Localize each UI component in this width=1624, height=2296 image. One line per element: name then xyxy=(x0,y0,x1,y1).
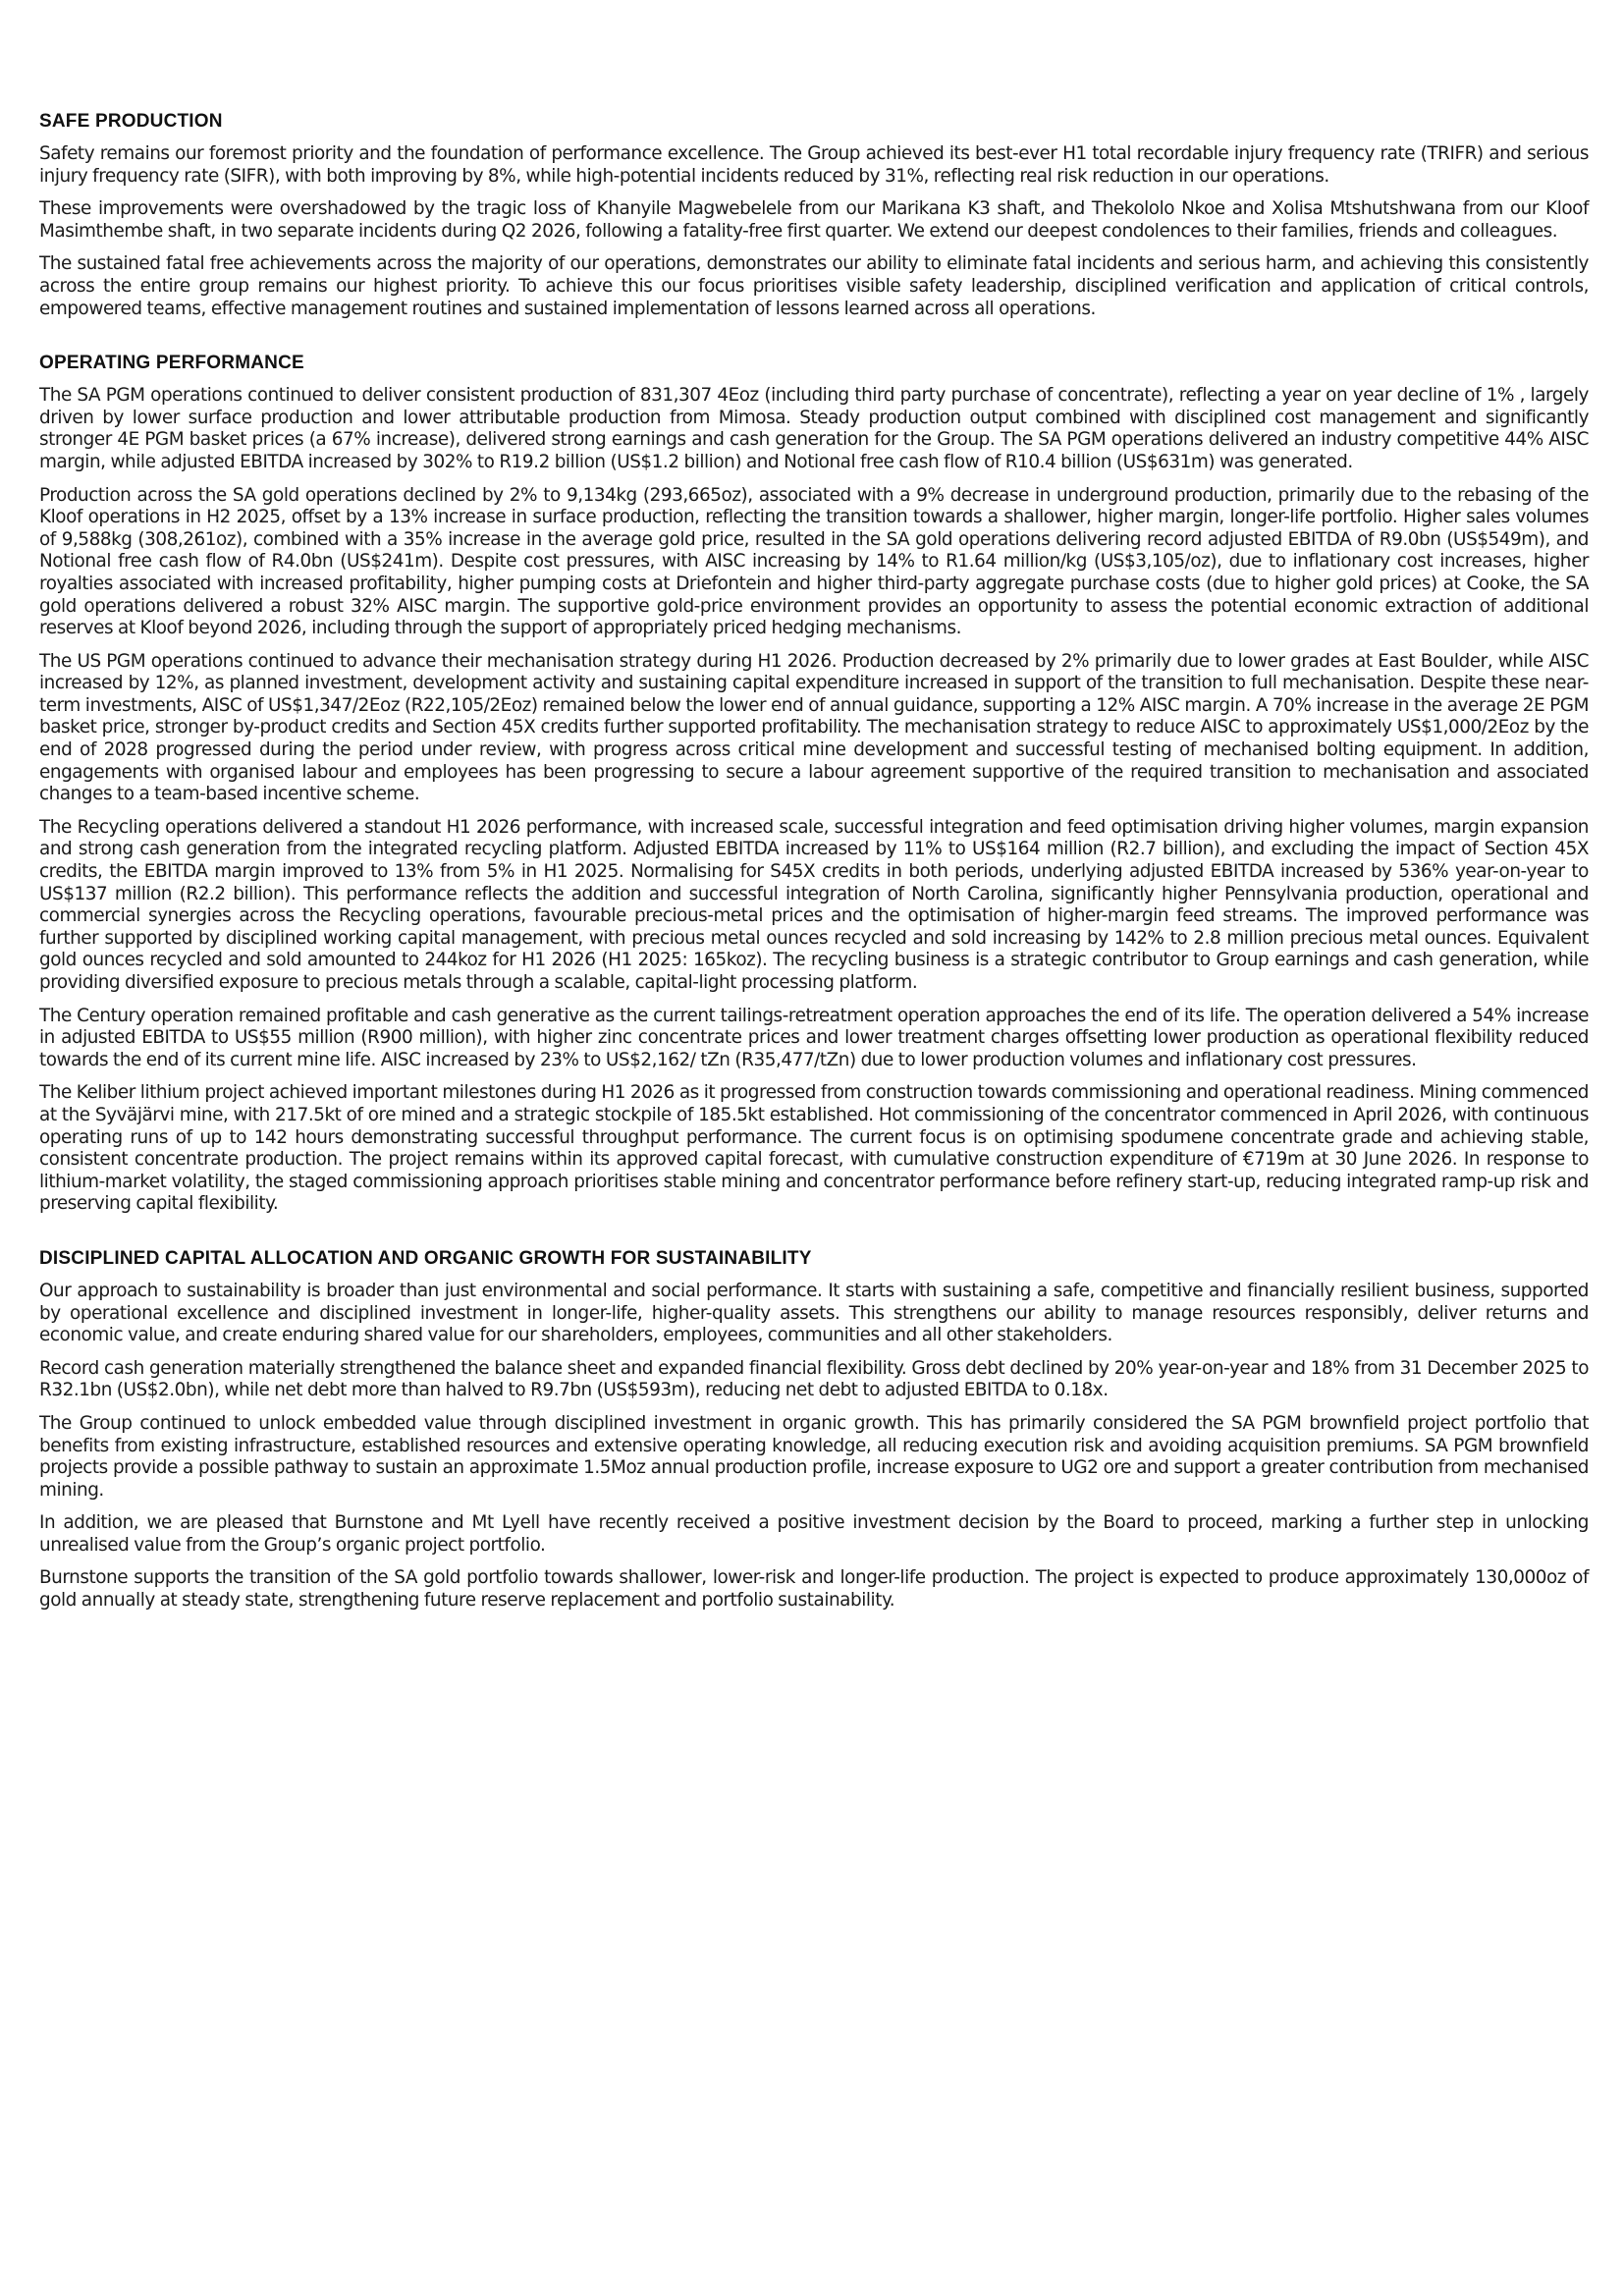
paragraph: The Group continued to unlock embedded value through disciplined investment in organic growth. This has primarily considered the SA PGM brownfield project portfolio that benefits from existing infrastructure, established resources and extensive operating knowledge, all reducing execution risk and avoiding acquisition premiums. SA PGM brownfield projects provide a possible pathway to sustain an approximate 1.5Moz annual production profile, increase exposure to UG2 ore and support a greater contribution from mechanised mining. xyxy=(39,1412,1589,1501)
paragraph: In addition, we are pleased that Burnstone and Mt Lyell have recently received a positive investment decision by the Board to proceed, marking a further step in unlocking unrealised value from the Group’s organic project portfolio. xyxy=(39,1512,1589,1556)
section-capital-allocation xyxy=(39,1247,1589,1613)
paragraph: The US PGM operations continued to advance their mechanisation strategy during H1 2026. Production decreased by 2% primarily due to lower grades at East Boulder, while AISC increased by 12%, as planned investment, development activity and sustaining capital expenditure increased in support of the transition to full mechanisation. Despite these near-term investments, AISC of US$1,347/2Eoz (R22,105/2Eoz) remained below the lower end of annual guidance, supporting a 12% AISC margin. A 70% increase in the average 2E PGM basket price, stronger by-product credits and Section 45X credits further supported profitability. The mechanisation strategy to reduce AISC to approximately US$1,000/2Eoz by the end of 2028 progressed during the period under review, with progress across critical mine development and successful testing of mechanised bolting equipment. In addition, engagements with organised labour and employees has been progressing to secure a labour agreement supportive of the required transition to mechanisation and associated changes to a team-based incentive scheme. xyxy=(39,650,1589,805)
paragraph: The SA PGM operations continued to deliver consistent production of 831,307 4Eoz (including third party purchase of concentrate), reflecting a year on year decline of 1% , largely driven by lower surface production and lower attributable production from Mimosa. Steady production output combined with disciplined cost management and significantly stronger 4E PGM basket prices (a 67% increase), delivered strong earnings and cash generation for the Group. The SA PGM operations delivered an industry competitive 44% AISC margin, while adjusted EBITDA increased by 302% to R19.2 billion (US$1.2 billion) and Notional free cash flow of R10.4 billion (US$631m) was generated. xyxy=(39,385,1589,472)
paragraph: These improvements were overshadowed by the tragic loss of Khanyile Magwebelele from our Marikana K3 shaft, and Thekololo Nkoe and Xolisa Mtshutshwana from our Kloof Masimthembe shaft, in two separate incidents during Q2 2026, following a fatality-free first quarter. We extend our deepest condolences to their families, friends and colleagues. xyxy=(39,198,1589,242)
section-heading: OPERATING PERFORMANCE xyxy=(39,353,304,374)
section-heading: DISCIPLINED CAPITAL ALLOCATION AND ORGANIC GROWTH FOR SUSTAINABILITY xyxy=(39,1247,812,1269)
paragraph: The sustained fatal free achievements across the majority of our operations, demonstrates our ability to eliminate fatal incidents and serious harm, and achieving this consistently across the entire group remains our highest priority. To achieve this our focus prioritises visible safety leadership, disciplined verification and application of critical controls, empowered teams, effective management routines and sustained implementation of lessons learned across all operations. xyxy=(39,253,1589,319)
section-safe-production xyxy=(39,110,1589,320)
paragraph: Burnstone supports the transition of the SA gold portfolio towards shallower, lower-risk and longer-life production. The project is expected to produce approximately 130,000oz of gold annually at steady state, strengthening future reserve replacement and portfolio sustainability. xyxy=(39,1567,1589,1612)
paragraph: The Keliber lithium project achieved important milestones during H1 2026 as it progressed from construction towards commissioning and operational readiness. Mining commenced at the Syväjärvi mine, with 217.5kt of ore mined and a strategic stockpile of 185.5kt established. Hot commissioning of the concentrator commenced in April 2026, with continuous operating runs of up to 142 hours demonstrating successful throughput performance. The current focus is on optimising spodumene concentrate grade and achieving stable, consistent concentrate production. The project remains within its approved capital forecast, with cumulative construction expenditure of €719m at 30 June 2026. In response to lithium-market volatility, the staged commissioning approach prioritises stable mining and concentrator performance before refinery start-up, reducing integrated ramp-up risk and preserving capital flexibility. xyxy=(39,1082,1589,1215)
section-heading: SAFE PRODUCTION xyxy=(39,111,223,132)
paragraph: The Recycling operations delivered a standout H1 2026 performance, with increased scale, successful integration and feed optimisation driving higher volumes, margin expansion and strong cash generation from the integrated recycling platform. Adjusted EBITDA increased by 11% to US$164 million (R2.7 billion), and excluding the impact of Section 45X credits, the EBITDA margin improved to 13% from 5% in H1 2025. Normalising for S45X credits in both periods, underlying adjusted EBITDA increased by 536% year-on-year to US$137 million (R2.2 billion). This performance reflects the addition and successful integration of North Carolina, significantly higher Pennsylvania production, operational and commercial synergies across the Recycling operations, favourable precious-metal prices and the optimisation of higher-margin feed streams. The improved performance was further supported by disciplined working capital management, with precious metal ounces recycled and sold increasing by 142% to 2.8 million precious metal ounces. Equivalent gold ounces recycled and sold amounted to 244koz for H1 2026 (H1 2025: 165koz). The recycling business is a strategic contributor to Group earnings and cash generation, while providing diversified exposure to precious metals through a scalable, capital-light processing platform. xyxy=(39,816,1589,993)
paragraph: Safety remains our foremost priority and the foundation of performance excellence. The Group achieved its best-ever H1 total recordable injury frequency rate (TRIFR) and serious injury frequency rate (SIFR), with both improving by 8%, while high-potential incidents reduced by 31%, reflecting real risk reduction in our operations. xyxy=(39,143,1589,187)
document-page xyxy=(39,110,1589,1623)
paragraph: The Century operation remained profitable and cash generative as the current tailings-retreatment operation approaches the end of its life. The operation delivered a 54% increase in adjusted EBITDA to US$55 million (R900 million), with higher zinc concentrate prices and lower treatment charges offsetting lower production as operational flexibility reduced towards the end of its current mine life. AISC increased by 23% to US$2,162/ tZn (R35,477/tZn) due to lower production volumes and inflationary cost pressures. xyxy=(39,1005,1589,1070)
paragraph: Our approach to sustainability is broader than just environmental and social performance. It starts with sustaining a safe, competitive and financially resilient business, supported by operational excellence and disciplined investment in longer-life, higher-quality assets. This strengthens our ability to manage resources responsibly, deliver returns and economic value, and create enduring shared value for our shareholders, employees, communities and all other stakeholders. xyxy=(39,1280,1589,1346)
paragraph: Record cash generation materially strengthened the balance sheet and expanded financial flexibility. Gross debt declined by 20% year-on-year and 18% from 31 December 2025 to R32.1bn (US$2.0bn), while net debt more than halved to R9.7bn (US$593m), reducing net debt to adjusted EBITDA to 0.18x. xyxy=(39,1357,1589,1401)
paragraph: Production across the SA gold operations declined by 2% to 9,134kg (293,665oz), associated with a 9% decrease in underground production, primarily due to the rebasing of the Kloof operations in H2 2025, offset by a 13% increase in surface production, reflecting the transition towards a shallower, higher margin, longer-life portfolio. Higher sales volumes of 9,588kg (308,261oz), combined with a 35% increase in the average gold price, resulted in the SA gold operations delivering record adjusted EBITDA of R9.0bn (US$549m), and Notional free cash flow of R4.0bn (US$241m). Despite cost pressures, with AISC increasing by 14% to R1.64 million/kg (US$3,105/oz), due to inflationary cost increases, higher royalties associated with increased profitability, higher pumping costs at Driefontein and higher third-party aggregate purchase costs (due to higher gold prices) at Cooke, the SA gold operations delivered a robust 32% AISC margin. The supportive gold-price environment provides an opportunity to assess the potential economic extraction of additional reserves at Kloof beyond 2026, including through the support of appropriately priced hedging mechanisms. xyxy=(39,484,1589,639)
section-operating-performance xyxy=(39,352,1589,1216)
